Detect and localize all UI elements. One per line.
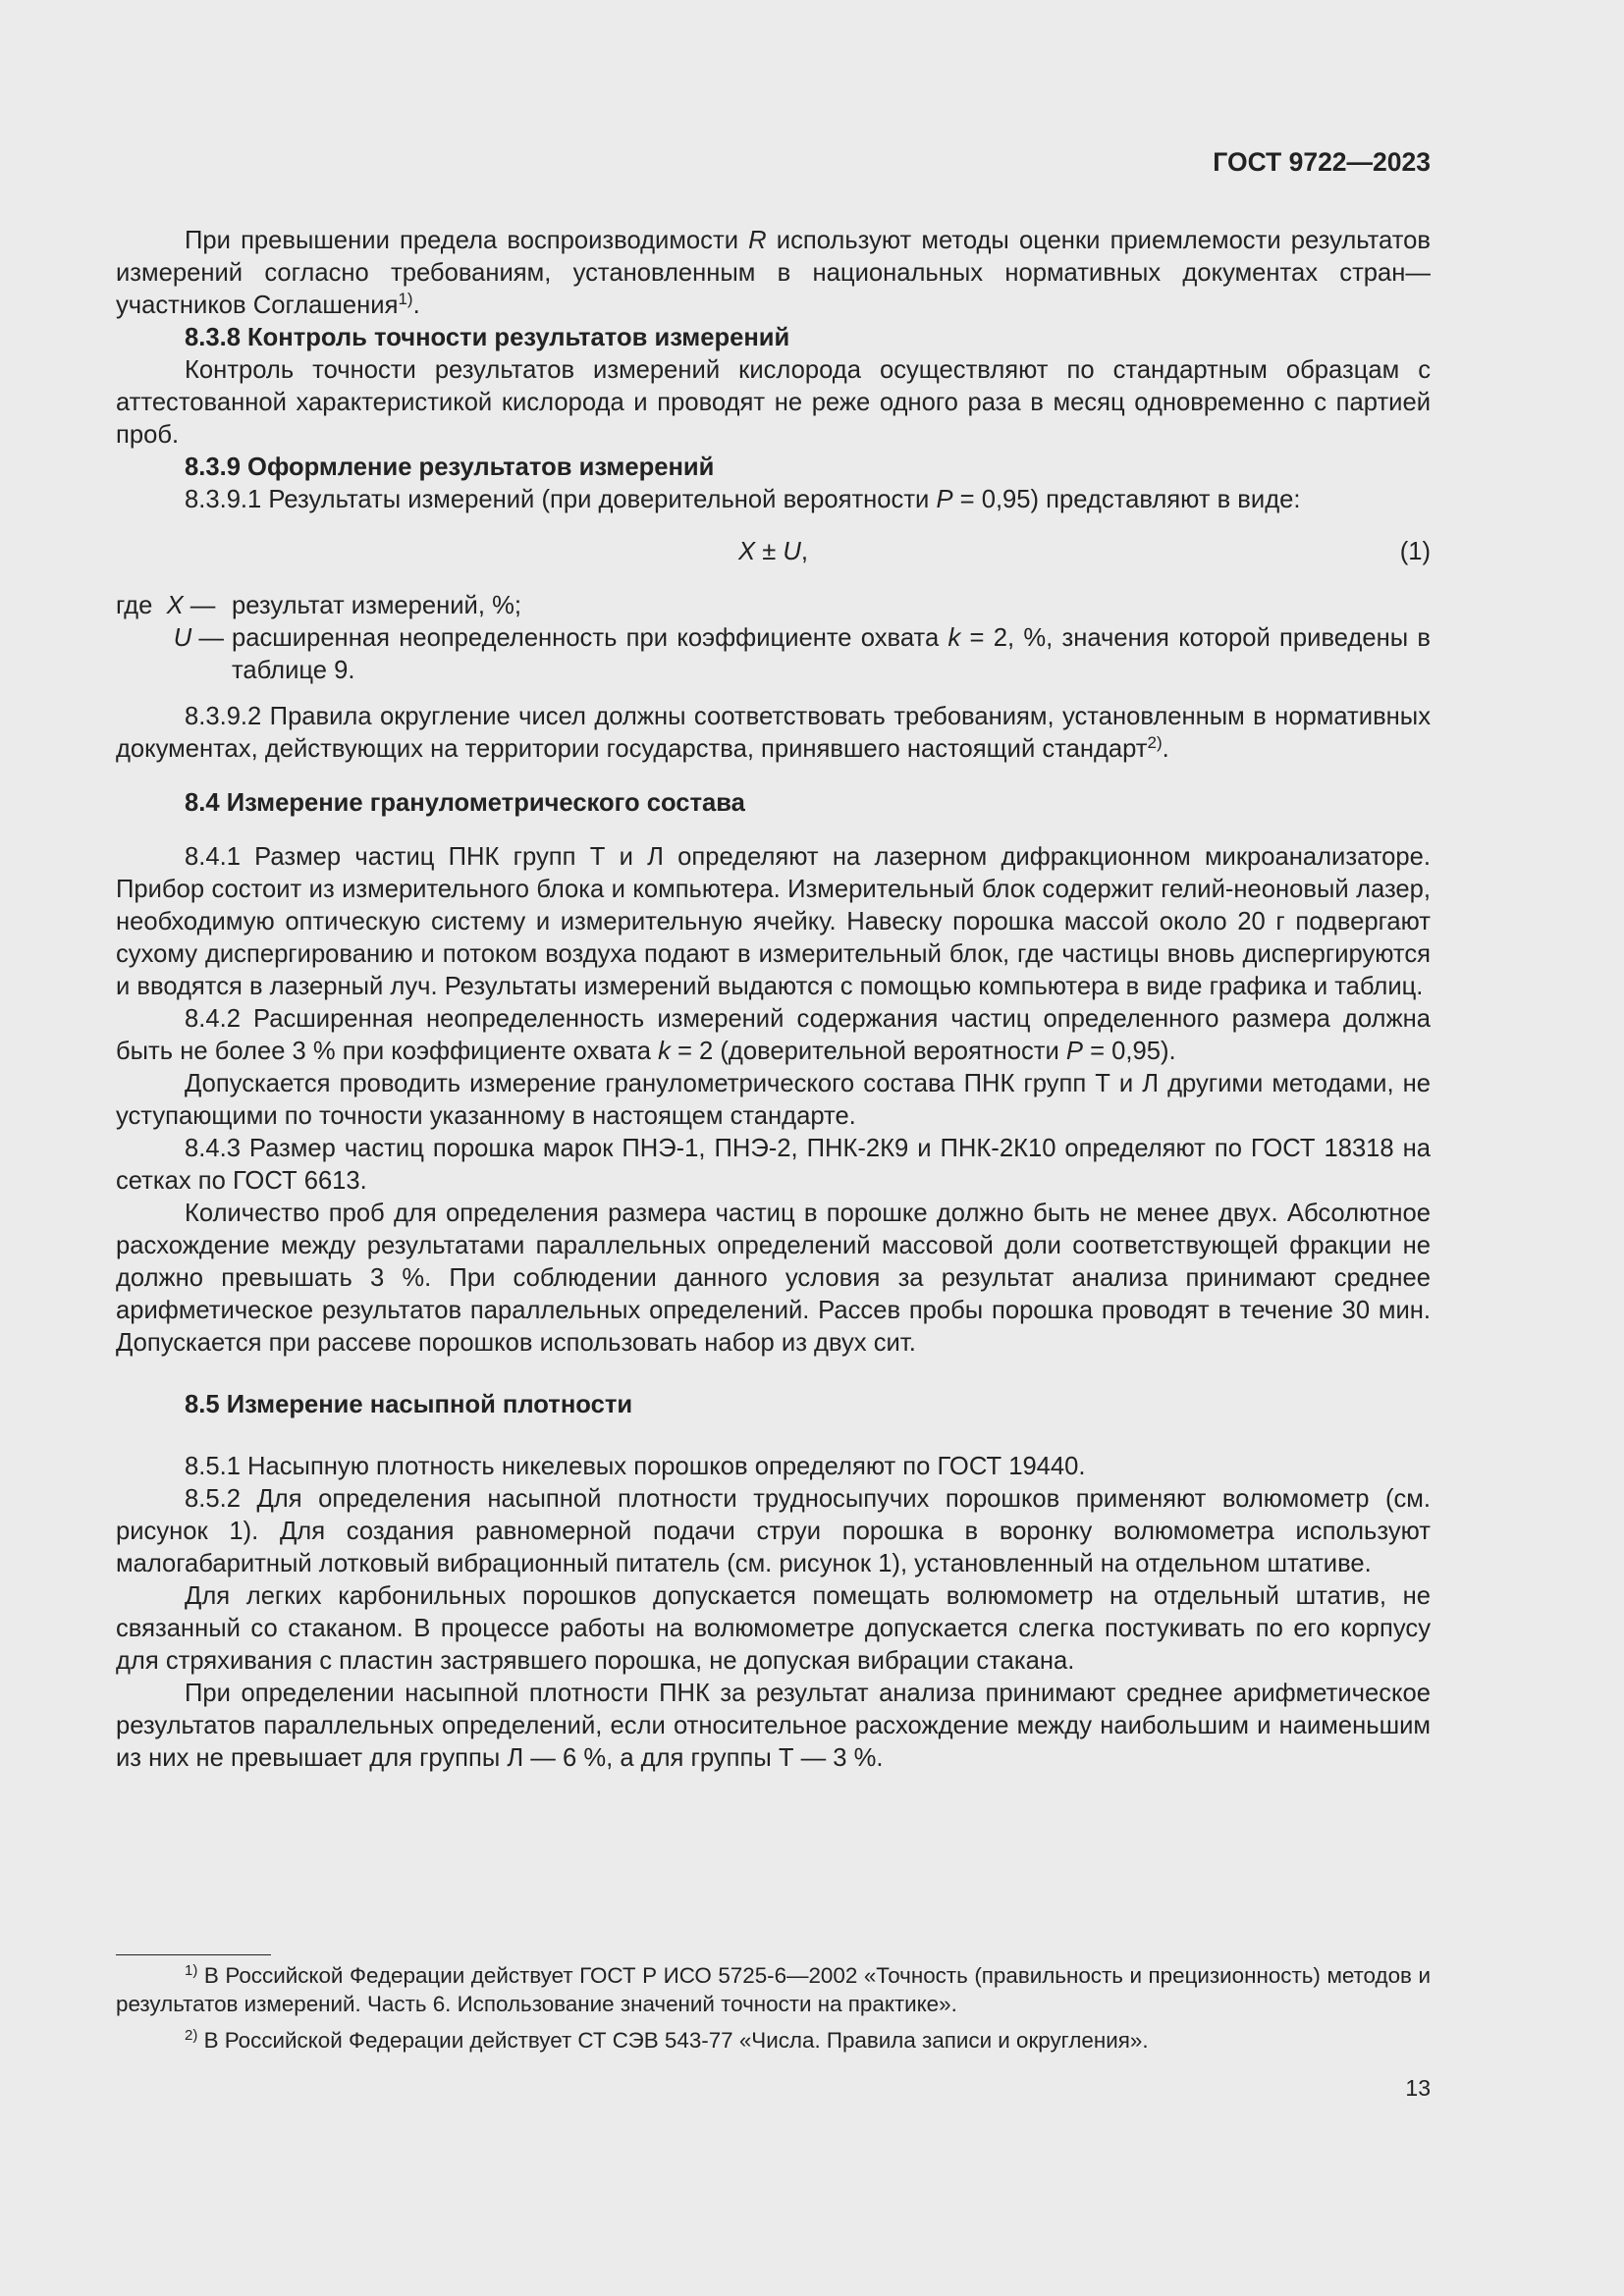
paragraph-8-3-9-2: 8.3.9.2 Правила округление чисел должны соответствовать требованиям, установленным в нормативных документах, действующих на территории государства, принявшего настоящий стандарт$^{2)}$.: [116, 703, 1431, 763]
legend-text-U: расширенная неопределенность при коэффициенте охвата k = 2, %, значения которой приведены в таблице 9.: [232, 624, 1431, 684]
symbol-R: R: [748, 227, 767, 254]
document-header: ГОСТ 9722—2023: [1213, 147, 1431, 177]
paragraph-8-4-1: 8.4.1 Размер частиц ПНК групп Т и Л определяют на лазерном дифракционном микроанализаторе. Прибор состоит из измерительного блока и компьютера. Измерительный блок содержит гелий-неоновый лазер, необходимую оптическую систему и измерительную ячейку. Навеску порошка массой около 20 г подвергают сухому диспергированию и потоком воздуха подают в измерительный блок, где частицы вновь диспергируются и вводятся в лазерный луч. Результаты измерений выдаются с помощью компьютера в виде графика и таблиц.: [116, 843, 1431, 1000]
heading-8-3-8: 8.3.8 Контроль точности результатов измерений: [185, 324, 790, 351]
paragraph-8-5-1: 8.5.1 Насыпную плотность никелевых порошков определяют по ГОСТ 19440.: [185, 1453, 1086, 1480]
formula-expression: X ± U,: [738, 538, 808, 565]
paragraph-8-3-9-1: 8.3.9.1 Результаты измерений (при доверительной вероятности P = 0,95) представляют в виде:: [185, 486, 1301, 513]
legend-text-X: результат измерений, %;: [232, 592, 521, 619]
footnote-ref-1[interactable]: 1): [398, 290, 413, 308]
footnote-2: $^{2)}$ В Российской Федерации действует СТ СЭВ 543-77 «Числа. Правила записи и округления».: [185, 2027, 1149, 2053]
paragraph-8-5-2-light-powders: Для легких карбонильных порошков допускается помещать волюмометр на отдельный штатив, не связанный со стаканом. В процессе работы на волюмометре допускается слегка постукивать по его корпусу для стряхивания с пластин застрявшего порошка, не допуская вибрации стакана.: [116, 1582, 1431, 1675]
heading-8-3-9: 8.3.9 Оформление результатов измерений: [185, 454, 715, 481]
footnote-ref-2[interactable]: 2): [1147, 733, 1163, 752]
legend-key-X: где X —: [116, 592, 216, 619]
paragraph-8-5-2: 8.5.2 Для определения насыпной плотности трудносыпучих порошков применяют волюмометр (см. рисунок 1). Для создания равномерной подачи струи порошка в воронку волюмометра используют малогабаритный лотковый вибрационный питатель (см. рисунок 1), установленный на отдельном штативе.: [116, 1485, 1431, 1577]
formula-1: [116, 536, 1431, 568]
paragraph-8-4-2: 8.4.2 Расширенная неопределенность измерений содержания частиц определенного размера должна быть не более 3 % при коэффициенте охвата k = 2 (доверительной вероятности P = 0,95).: [116, 1005, 1431, 1065]
paragraph-8-3-8: Контроль точности результатов измерений кислорода осуществляют по стандартным образцам с аттестованной характеристикой кислорода и проводят не реже одного раза в месяц одновременно с партией проб.: [116, 356, 1431, 449]
heading-8-4: 8.4 Измерение гранулометрического состава: [185, 789, 745, 817]
heading-8-5: 8.5 Измерение насыпной плотности: [185, 1391, 633, 1418]
paragraph-8-5-2-result: При определении насыпной плотности ПНК за результат анализа принимают среднее арифметическое результатов параллельных определений, если относительное расхождение между наибольшим и наименьшим из них не превышает для группы Л — 6 %, а для группы Т — 3 %.: [116, 1680, 1431, 1772]
legend-key-U: U —: [173, 624, 224, 652]
footnote-separator: [116, 1954, 271, 1955]
footnote-1: $^{1)}$ В Российской Федерации действует ГОСТ Р ИСО 5725-6—2002 «Точность (правильность и прецизионность) методов и результатов измерений. Часть 6. Использование значений точности на практике».: [116, 1962, 1431, 2016]
page-number: 13: [1405, 2075, 1431, 2101]
formula-number: (1): [1399, 538, 1431, 565]
paragraph-8-4-3-samples: Количество проб для определения размера частиц в порошке должно быть не менее двух. Абсолютное расхождение между результатами параллельных определений массовой доли соответствующей фракции не должно превышать 3 %. При соблюдении данного условия за результат анализа принимают среднее арифметическое результатов параллельных определений. Рассев пробы порошка проводят в течение 30 мин. Допускается при рассеве порошков использовать набор из двух сит.: [116, 1200, 1431, 1357]
paragraph-reproducibility: При превышении предела воспроизводимости R используют методы оценки приемлемости результатов измерений согласно требованиям, установленным в национальных нормативных документах стран—участников Соглашения$^{1)}$.: [116, 227, 1431, 319]
formula-legend: [116, 590, 1431, 687]
footnotes: [116, 1962, 1431, 2056]
paragraph-8-4-3: 8.4.3 Размер частиц порошка марок ПНЭ-1, ПНЭ-2, ПНК-2К9 и ПНК-2К10 определяют по ГОСТ 18318 на сетках по ГОСТ 6613.: [116, 1135, 1431, 1195]
paragraph-8-4-2-alt-methods: Допускается проводить измерение гранулометрического состава ПНК групп Т и Л другими методами, не уступающими по точности указанному в настоящем стандарте.: [116, 1070, 1431, 1130]
body-text: [116, 225, 1431, 1775]
